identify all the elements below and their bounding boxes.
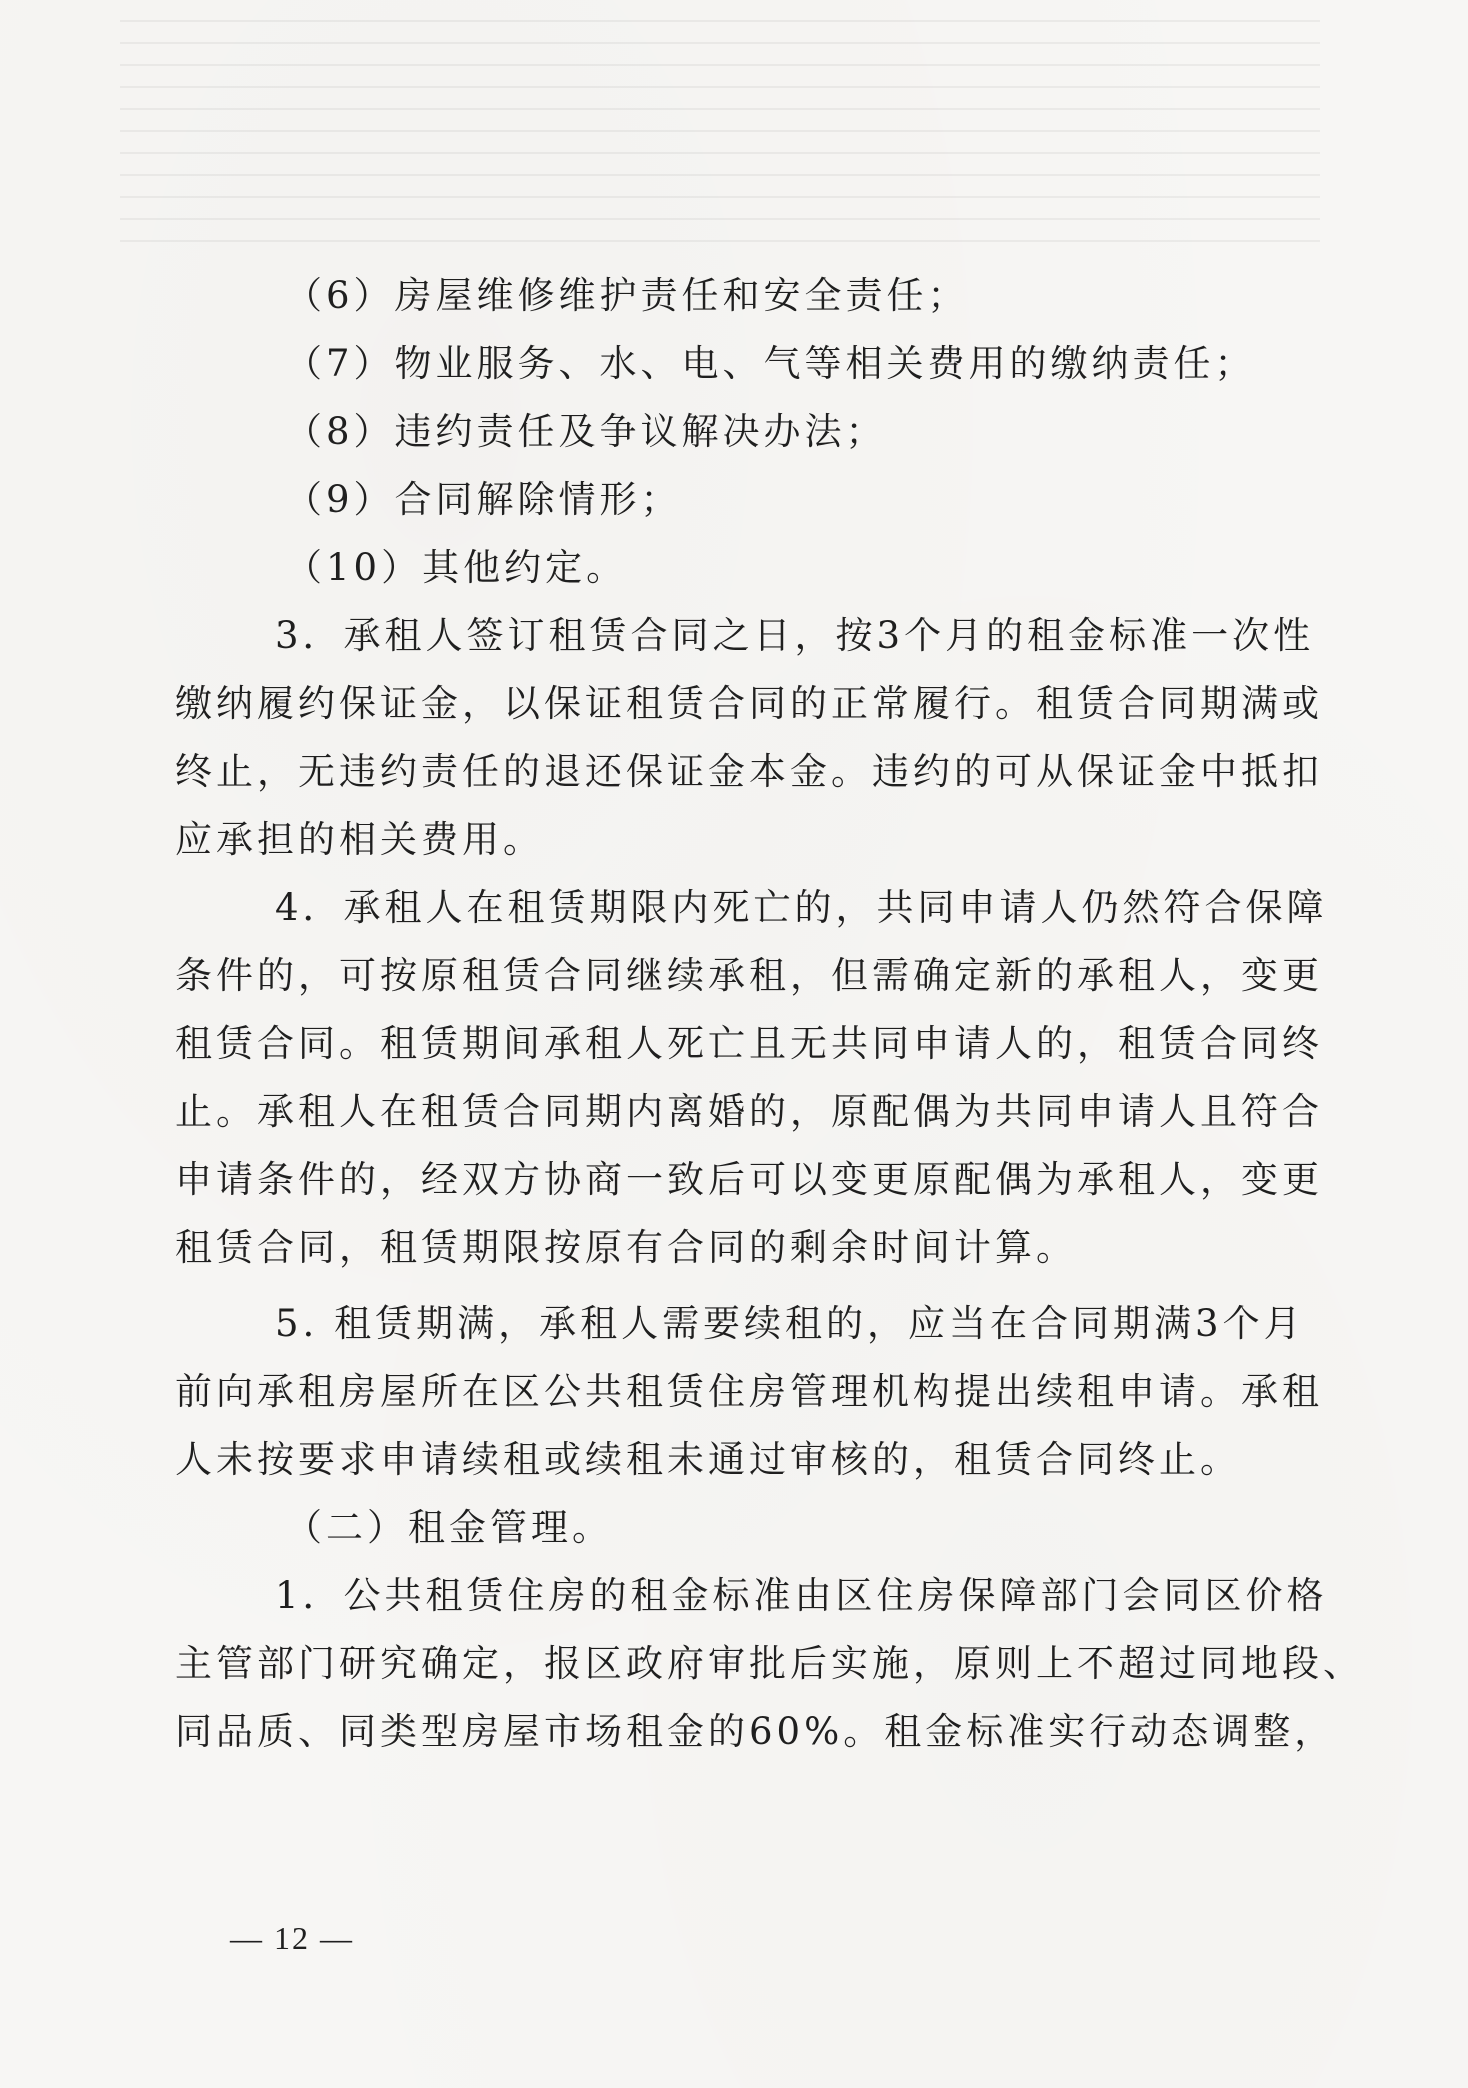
paragraph-3-line-1: 3．承租人签订租赁合同之日，按3个月的租金标准一次性 bbox=[275, 614, 1315, 657]
paragraph-4-line-1: 4．承租人在租赁期限内死亡的，共同申请人仍然符合保障 bbox=[275, 886, 1328, 929]
list-item-7: （7）物业服务、水、电、气等相关费用的缴纳责任； bbox=[285, 342, 1256, 385]
show-through-text bbox=[120, 20, 1320, 250]
list-item-8: （8）违约责任及争议解决办法； bbox=[285, 410, 887, 453]
body-text bbox=[175, 262, 1364, 1766]
paragraph-3-line-3: 终止，无违约责任的退还保证金本金。违约的可从保证金中抵扣 bbox=[175, 750, 1323, 793]
list-item-10: （10）其他约定。 bbox=[285, 546, 628, 589]
paragraph-4-line-3: 租赁合同。租赁期间承租人死亡且无共同申请人的，租赁合同终 bbox=[175, 1022, 1323, 1065]
list-item-6: （6）房屋维修维护责任和安全责任； bbox=[285, 274, 969, 317]
list-item-9: （9）合同解除情形； bbox=[285, 478, 682, 521]
paragraph-4-line-6: 租赁合同，租赁期限按原有合同的剩余时间计算。 bbox=[175, 1226, 1077, 1269]
paragraph-3-line-2: 缴纳履约保证金，以保证租赁合同的正常履行。租赁合同期满或 bbox=[175, 682, 1323, 725]
paragraph-4-line-5: 申请条件的，经双方协商一致后可以变更原配偶为承租人，变更 bbox=[175, 1158, 1323, 1201]
rent-paragraph-1-line-3: 同品质、同类型房屋市场租金的60%。租金标准实行动态调整， bbox=[175, 1710, 1336, 1753]
paragraph-3-line-4: 应承担的相关费用。 bbox=[175, 818, 544, 861]
page-number: — 12 — bbox=[230, 1920, 354, 1956]
paragraph-4-line-4: 止。承租人在租赁合同期内离婚的，原配偶为共同申请人且符合 bbox=[175, 1090, 1323, 1133]
rent-paragraph-1-line-1: 1．公共租赁住房的租金标准由区住房保障部门会同区价格 bbox=[275, 1574, 1328, 1617]
rent-paragraph-1-line-2: 主管部门研究确定，报区政府审批后实施，原则上不超过同地段、 bbox=[175, 1642, 1364, 1685]
paragraph-5-line-2: 前向承租房屋所在区公共租赁住房管理机构提出续租申请。承租 bbox=[175, 1370, 1323, 1413]
paragraph-4-line-2: 条件的，可按原租赁合同继续承租，但需确定新的承租人，变更 bbox=[175, 954, 1323, 997]
section-heading-rent-management: （二）租金管理。 bbox=[285, 1506, 613, 1549]
paragraph-5-line-1: 5. 租赁期满，承租人需要续租的，应当在合同期满3个月 bbox=[275, 1302, 1305, 1345]
paragraph-5-line-3: 人未按要求申请续租或续租未通过审核的，租赁合同终止。 bbox=[175, 1438, 1241, 1481]
